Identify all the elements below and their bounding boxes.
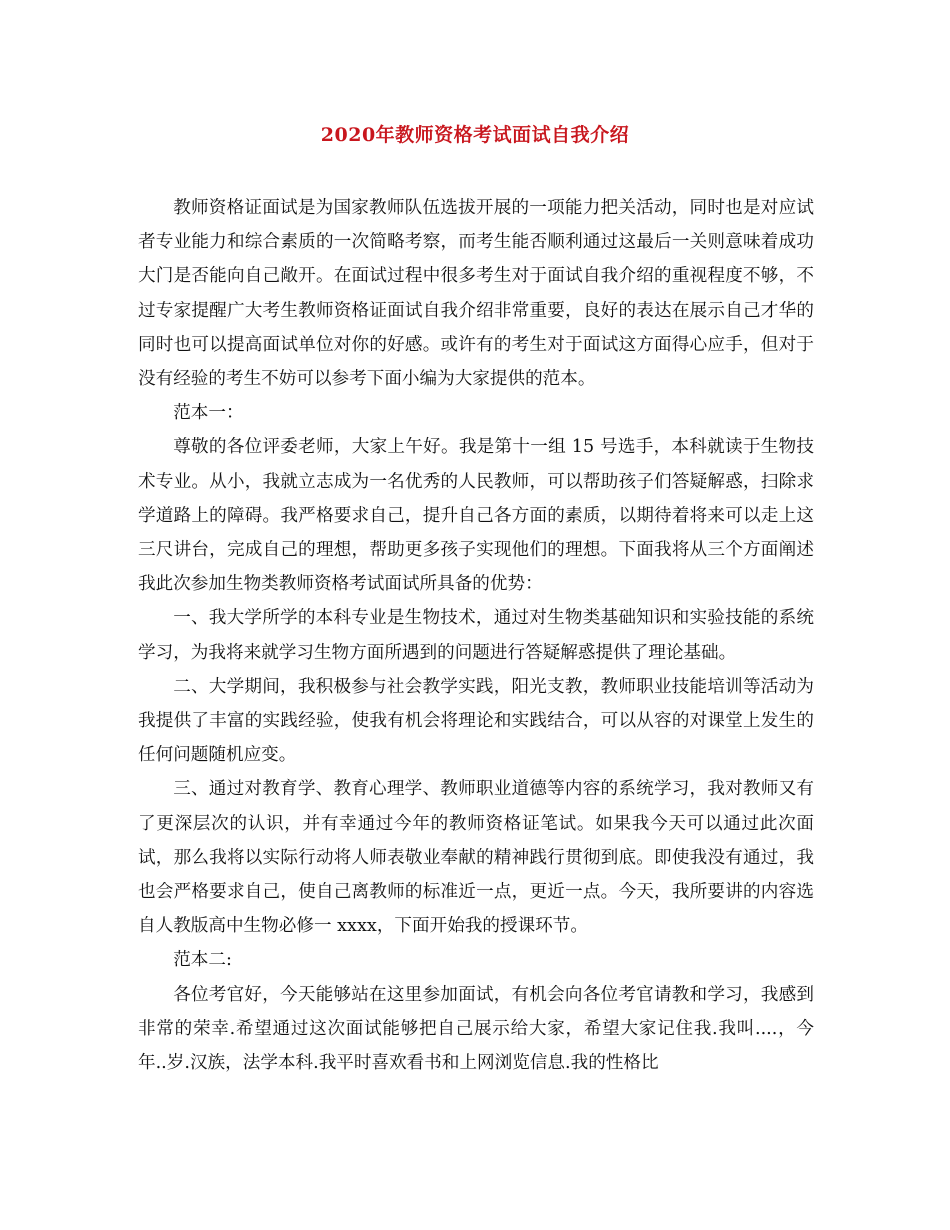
section-label-sample-one: 范本一：	[173, 403, 244, 424]
document-title: 2020年教师资格考试面试自我介绍	[320, 124, 630, 146]
section-label-sample-two: 范本二:	[173, 950, 232, 971]
paragraph-advantage-one: 一、我大学所学的本科专业是生物技术，通过对生物类基础知识和实验技能的系统学习，为我将来就学习生物方面所遇到的问题进行答疑解惑提供了理论基础。	[138, 608, 814, 663]
paragraph-advantage-two: 二、大学期间，我积极参与社会教学实践，阳光支教，教师职业技能培训等活动为我提供了丰富的实践经验，使我有机会将理论和实践结合，可以从容的对课堂上发生的任何问题随机应变。	[138, 676, 814, 766]
paragraph-intro: 教师资格证面试是为国家教师队伍选拔开展的一项能力把关活动，同时也是对应试者专业能力和综合素质的一次简略考察，而考生能否顺利通过这最后一关则意味着成功大门是否能向自己敞开。在面试过程中很多考生对于面试自我介绍的重视程度不够，不过专家提醒广大考生教师资格证面试自我介绍非常重要，良好的表达在展示自己才华的同时也可以提高面试单位对你的好感。或许有的考生对于面试这方面得心应手，但对于没有经验的考生不妨可以参考下面小编为大家提供的范本。	[138, 198, 814, 390]
document-body	[138, 191, 814, 1080]
paragraph-sample-one-opening: 尊敬的各位评委老师，大家上午好。我是第十一组 15 号选手，本科就读于生物技术专业。从小，我就立志成为一名优秀的人民教师，可以帮助孩子们答疑解惑，扫除求学道路上的障碍。我严格要求自己，提升自己各方面的素质，以期待着将来可以走上这三尺讲台，完成自己的理想，帮助更多孩子实现他们的理想。下面我将从三个方面阐述我此次参加生物类教师资格考试面试所具备的优势：	[138, 437, 814, 595]
paragraph-sample-two-opening: 各位考官好，今天能够站在这里参加面试，有机会向各位考官请教和学习，我感到非常的荣幸.希望通过这次面试能够把自己展示给大家，希望大家记住我.我叫....，今年..岁.汉族，法学本科.我平时喜欢看书和上网浏览信息.我的性格比	[138, 984, 814, 1074]
paragraph-advantage-three: 三、通过对教育学、教育心理学、教师职业道德等内容的系统学习，我对教师又有了更深层次的认识，并有幸通过今年的教师资格证笔试。如果我今天可以通过此次面试，那么我将以实际行动将人师表敬业奉献的精神践行贯彻到底。即使我没有通过，我也会严格要求自己，使自己离教师的标准近一点，更近一点。今天，我所要讲的内容选自人教版高中生物必修一 xxxx，下面开始我的授课环节。	[138, 779, 814, 937]
